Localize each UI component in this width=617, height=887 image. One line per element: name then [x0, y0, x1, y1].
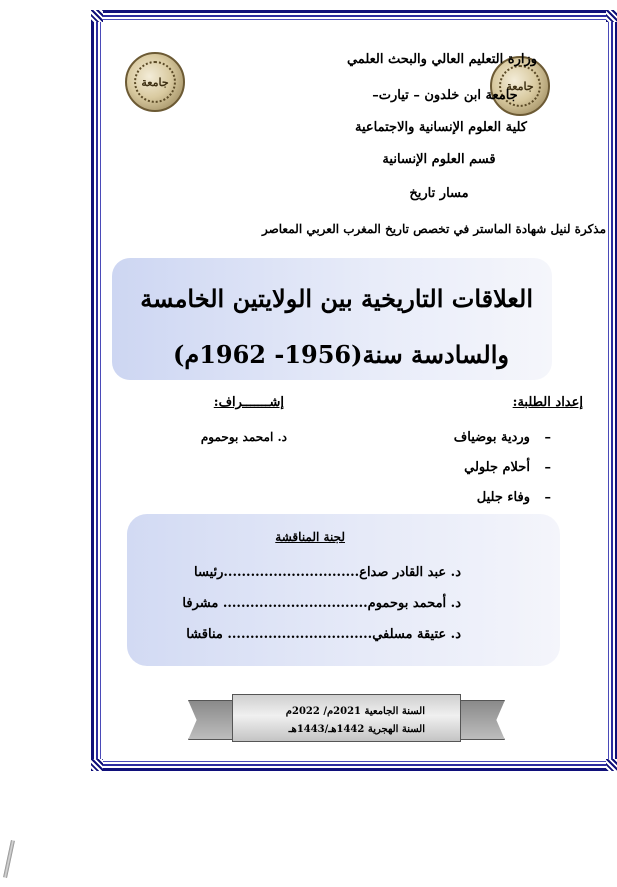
banner-flap-left [188, 700, 236, 740]
thesis-title-line-1: العلاقات التاريخية بين الولايتين الخامسة [140, 284, 533, 313]
student-name [454, 430, 551, 445]
border-corner-top-left [91, 10, 103, 22]
border-corner-bottom-right [606, 759, 617, 771]
jury-member-examiner: د. عتيقة مسلفي................................ مناقشا [186, 627, 461, 642]
academic-year-gregorian: السنة الجامعية 2021م/ 2022م [285, 706, 425, 717]
university-seal-left [125, 52, 185, 112]
ministry-name: وزارة التعليم العالي والبحث العلمي [346, 52, 538, 67]
students-heading: إعداد الطلبة: [512, 395, 583, 410]
department-name: قسم العلوم الإنسانية [382, 152, 496, 167]
university-name: جامعة ابن خلدون – تيارت– [372, 88, 518, 103]
student-name-text: أحلام جلولي [464, 460, 530, 475]
seal-text-right: جامعة [506, 79, 534, 93]
border-corner-top-right [606, 10, 617, 22]
student-name-text: وردية بوضياف [453, 430, 530, 445]
jury-heading: لجنة المناقشة [275, 530, 345, 544]
seal-ring-left [134, 61, 176, 103]
academic-year-hijri: السنة الهجرية 1442هـ/1443هـ [288, 724, 425, 735]
faculty-name: كلية العلوم الإنسانية والاجتماعية [355, 120, 527, 135]
track-name: مسار تاريخ [409, 186, 469, 201]
student-name [464, 460, 551, 475]
thesis-title-line-2: والسادسة سنة(1956- 1962م) [172, 340, 509, 369]
pen-mark [3, 840, 15, 878]
seal-text-left: جامعة [141, 75, 169, 89]
student-name [477, 490, 551, 505]
list-bullet: – [544, 490, 551, 505]
banner-flap-right [457, 700, 505, 740]
jury-member-president: د. عبد القادر صداع..............................رئيسا [194, 565, 461, 580]
list-bullet: – [544, 460, 551, 475]
thesis-note: مذكرة لنيل شهادة الماستر في تخصص تاريخ المغرب العربي المعاصر [261, 222, 607, 236]
student-name-text: وفاء جليل [476, 490, 530, 505]
supervision-heading: إشـــــــراف: [213, 395, 284, 410]
jury-member-supervisor: د. أمحمد بوحموم................................ مشرفا [182, 596, 461, 611]
supervisor-name: د. امحمد بوحموم [200, 430, 287, 444]
list-bullet: – [544, 430, 551, 445]
border-corner-bottom-left [91, 759, 103, 771]
academic-year-banner [188, 688, 505, 748]
